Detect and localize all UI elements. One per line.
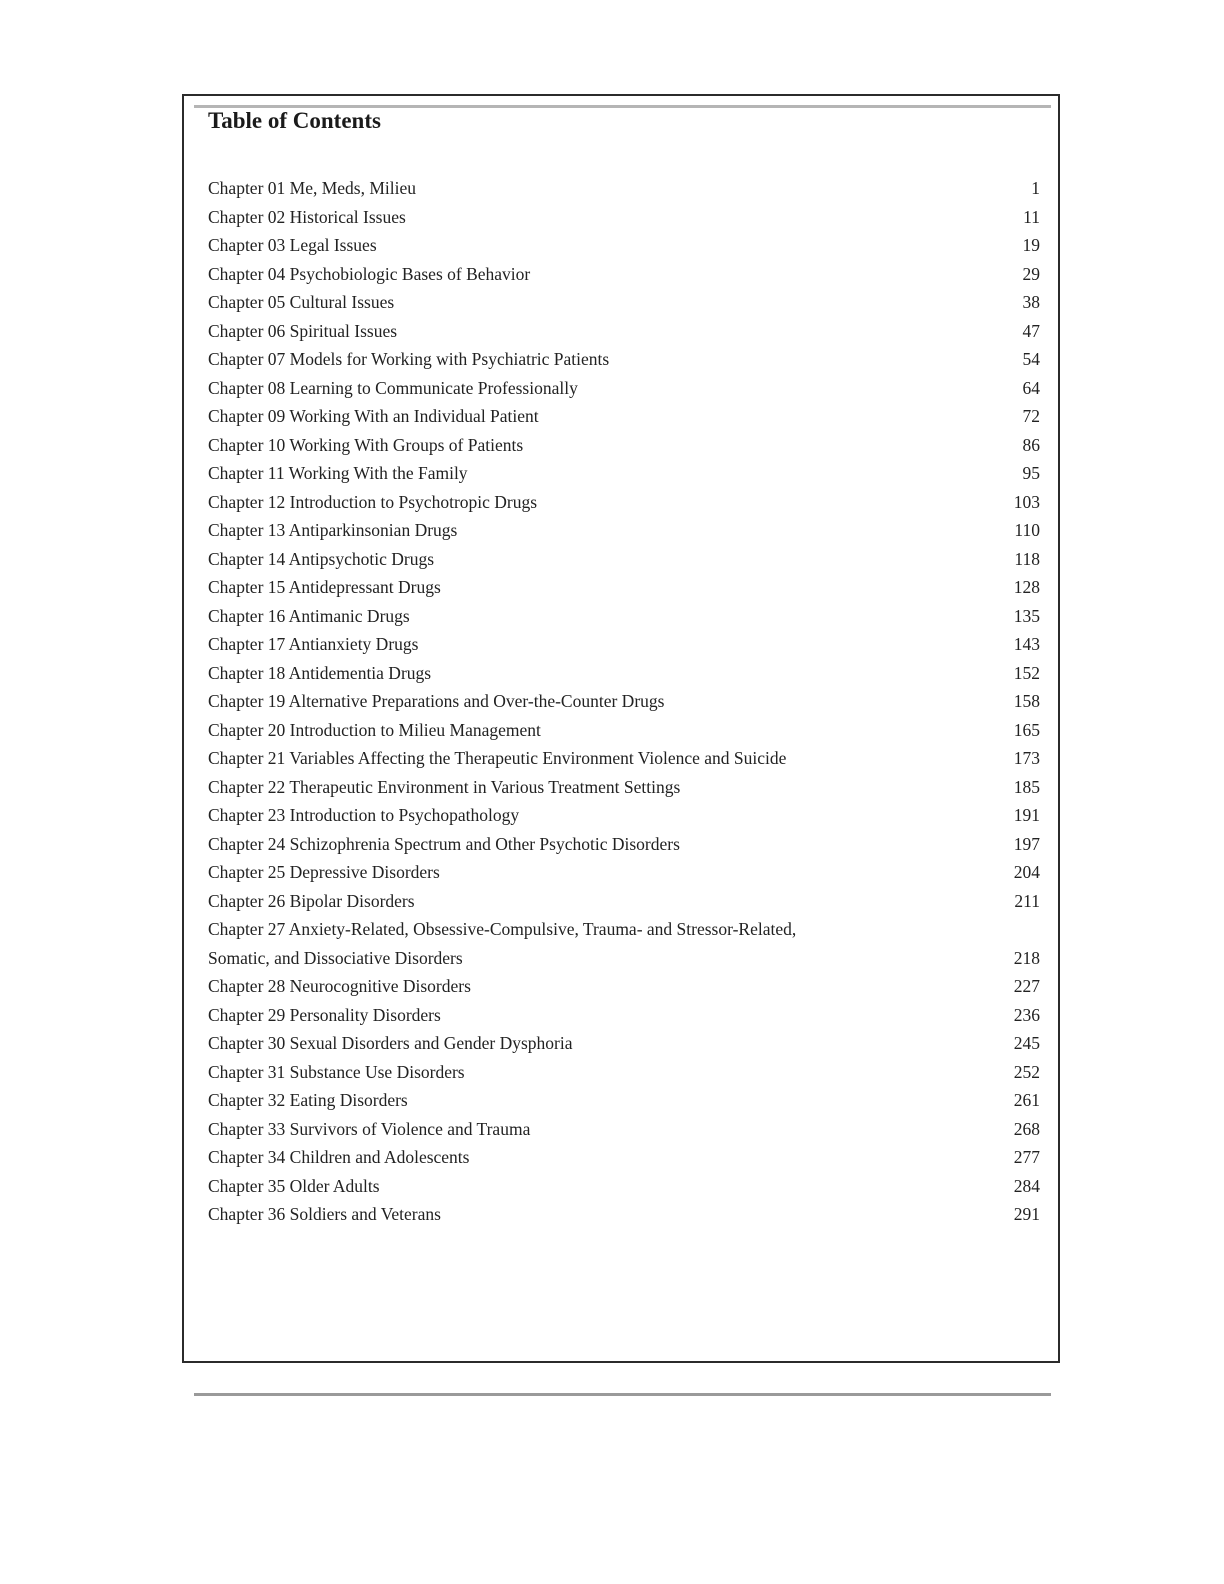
toc-entry-page-number: 54 xyxy=(1022,349,1040,369)
toc-entry-page-number: 29 xyxy=(1022,263,1040,284)
toc-entry xyxy=(208,1200,1040,1229)
toc-entry-title: Chapter 16 Antimanic Drugs xyxy=(208,605,410,626)
toc-entry-page-number: 47 xyxy=(1022,320,1040,341)
toc-entry-title: Chapter 21 Variables Affecting the Therapeutic Environment Violence and Suicide xyxy=(208,748,787,768)
toc-entry-title: Chapter 22 Therapeutic Environment in Various Treatment Settings xyxy=(208,776,681,797)
toc-entry-page-number: 227 xyxy=(1013,976,1040,996)
toc-entry-title: Chapter 19 Alternative Preparations and Over-the-Counter Drugs xyxy=(208,691,665,711)
toc-entry xyxy=(208,545,1040,574)
toc-entry-title: Chapter 14 Antipsychotic Drugs xyxy=(208,548,435,569)
toc-entry xyxy=(208,431,1040,460)
toc-entry xyxy=(208,174,1040,203)
toc-entry-title: Chapter 10 Working With Groups of Patients xyxy=(208,434,524,455)
toc-entry-page-number: 86 xyxy=(1022,434,1040,455)
toc-entry-title: Chapter 12 Introduction to Psychotropic Drugs xyxy=(208,491,538,512)
toc-entry-page-number: 173 xyxy=(1013,748,1040,768)
toc-entry-title: Chapter 33 Survivors of Violence and Trauma xyxy=(208,1118,531,1139)
toc-entry-page-number: 284 xyxy=(1013,1175,1040,1196)
toc-entry-page-number: 152 xyxy=(1013,662,1040,683)
toc-entry-page-number: 95 xyxy=(1022,463,1040,483)
toc-entry-page-number: 158 xyxy=(1013,691,1040,711)
toc-entry-title: Chapter 13 Antiparkinsonian Drugs xyxy=(208,520,458,540)
page-title: Table of Contents xyxy=(208,108,381,133)
toc-entry xyxy=(208,830,1040,859)
toc-entry-page-number: 211 xyxy=(1014,890,1040,911)
toc-entry xyxy=(208,972,1040,1001)
toc-entry xyxy=(208,773,1040,802)
toc-entry xyxy=(208,602,1040,631)
toc-entry xyxy=(208,260,1040,289)
toc-entry-title: Chapter 17 Antianxiety Drugs xyxy=(208,634,419,654)
toc-entry-page-number: 291 xyxy=(1013,1204,1040,1224)
toc-entry xyxy=(208,1001,1040,1030)
toc-entry-title: Chapter 08 Learning to Communicate Professionally xyxy=(208,377,578,398)
toc-entry xyxy=(208,1086,1040,1115)
toc-entry-page-number: 236 xyxy=(1013,1004,1040,1025)
toc-entry xyxy=(208,1115,1040,1144)
toc-entry xyxy=(208,687,1040,716)
toc-entry-page-number: 64 xyxy=(1022,377,1040,398)
toc-entry xyxy=(208,459,1040,488)
toc-entry-title: Chapter 01 Me, Meds, Milieu xyxy=(208,178,417,198)
toc-entry-page-number: 277 xyxy=(1013,1147,1040,1167)
toc-entry xyxy=(208,630,1040,659)
toc-entry xyxy=(208,317,1040,346)
toc-entry xyxy=(208,1172,1040,1201)
toc-entry xyxy=(208,345,1040,374)
toc-entry-page-number: 165 xyxy=(1013,719,1040,740)
toc-entry-page-number: 110 xyxy=(1014,520,1040,540)
toc-entry-page-number: 38 xyxy=(1022,292,1040,312)
toc-entry-page-number: 72 xyxy=(1022,406,1040,426)
toc-entry-page-number: 268 xyxy=(1013,1118,1040,1139)
toc-entry-title: Chapter 25 Depressive Disorders xyxy=(208,862,440,882)
toc-entry-title: Chapter 09 Working With an Individual Patient xyxy=(208,406,539,426)
toc-entry xyxy=(208,1058,1040,1087)
toc-entry xyxy=(208,231,1040,260)
toc-entry-title: Chapter 20 Introduction to Milieu Management xyxy=(208,719,541,740)
toc-entry xyxy=(208,1143,1040,1172)
toc-entry xyxy=(208,659,1040,688)
toc-entry-page-number: 135 xyxy=(1013,605,1040,626)
toc-entry-title: Chapter 32 Eating Disorders xyxy=(208,1090,408,1110)
toc-entry xyxy=(208,516,1040,545)
toc-entry-page-number: 103 xyxy=(1013,491,1040,512)
toc-entry-title: Chapter 24 Schizophrenia Spectrum and Other Psychotic Disorders xyxy=(208,833,680,854)
toc-entry-title: Chapter 07 Models for Working with Psychiatric Patients xyxy=(208,349,610,369)
toc-entry-title: Chapter 31 Substance Use Disorders xyxy=(208,1061,465,1082)
toc-entry-page-number: 245 xyxy=(1013,1033,1040,1053)
toc-list xyxy=(208,174,1040,1229)
toc-entry-title: Chapter 35 Older Adults xyxy=(208,1175,380,1196)
toc-entry-title: Chapter 06 Spiritual Issues xyxy=(208,320,398,341)
toc-entry-title: Chapter 26 Bipolar Disorders xyxy=(208,890,415,911)
toc-entry-title: Chapter 28 Neurocognitive Disorders xyxy=(208,976,471,996)
toc-entry xyxy=(208,915,1040,972)
toc-entry-page-number: 191 xyxy=(1013,805,1040,825)
toc-entry-title: Chapter 15 Antidepressant Drugs xyxy=(208,577,441,597)
toc-entry xyxy=(208,801,1040,830)
toc-entry-title: Chapter 29 Personality Disorders xyxy=(208,1004,441,1025)
toc-entry-title: Chapter 05 Cultural Issues xyxy=(208,292,395,312)
toc-entry xyxy=(208,858,1040,887)
toc-entry-page-number: 19 xyxy=(1022,235,1040,255)
toc-entry-page-number: 252 xyxy=(1013,1061,1040,1082)
toc-entry-title: Chapter 02 Historical Issues xyxy=(208,206,406,227)
toc-entry-title: Chapter 04 Psychobiologic Bases of Behavior xyxy=(208,263,531,284)
toc-entry-page-number: 128 xyxy=(1013,577,1040,597)
toc-entry-title: Chapter 30 Sexual Disorders and Gender Dysphoria xyxy=(208,1033,573,1053)
toc-entry-page-number: 1 xyxy=(1031,178,1040,198)
toc-entry xyxy=(208,402,1040,431)
bottom-rule xyxy=(194,1393,1051,1396)
toc-entry-title: Chapter 36 Soldiers and Veterans xyxy=(208,1204,441,1224)
toc-entry-title: Chapter 03 Legal Issues xyxy=(208,235,377,255)
toc-entry-title: Chapter 27 Anxiety-Related, Obsessive-Compulsive, Trauma- and Stressor-Related, Somatic, and Dissociative Disorders xyxy=(208,919,797,968)
toc-entry-page-number: 118 xyxy=(1014,548,1040,569)
toc-entry-page-number: 185 xyxy=(1013,776,1040,797)
toc-entry-page-number: 11 xyxy=(1023,206,1040,227)
toc-entry-title: Chapter 18 Antidementia Drugs xyxy=(208,662,432,683)
toc-entry xyxy=(208,374,1040,403)
toc-entry xyxy=(208,716,1040,745)
toc-entry-page-number: 197 xyxy=(1013,833,1040,854)
toc-entry-title: Chapter 34 Children and Adolescents xyxy=(208,1147,470,1167)
toc-entry xyxy=(208,203,1040,232)
toc-entry-page-number: 204 xyxy=(1013,862,1040,882)
toc-entry-page-number: 261 xyxy=(1013,1090,1040,1110)
toc-entry xyxy=(208,887,1040,916)
toc-entry-page-number: 218 xyxy=(1013,947,1040,968)
toc-entry-title: Chapter 11 Working With the Family xyxy=(208,463,468,483)
toc-entry-title: Chapter 23 Introduction to Psychopathology xyxy=(208,805,520,825)
toc-entry xyxy=(208,288,1040,317)
toc-entry-page-number: 143 xyxy=(1013,634,1040,654)
toc-entry xyxy=(208,1029,1040,1058)
toc-entry xyxy=(208,488,1040,517)
toc-entry xyxy=(208,744,1040,773)
toc-entry xyxy=(208,573,1040,602)
